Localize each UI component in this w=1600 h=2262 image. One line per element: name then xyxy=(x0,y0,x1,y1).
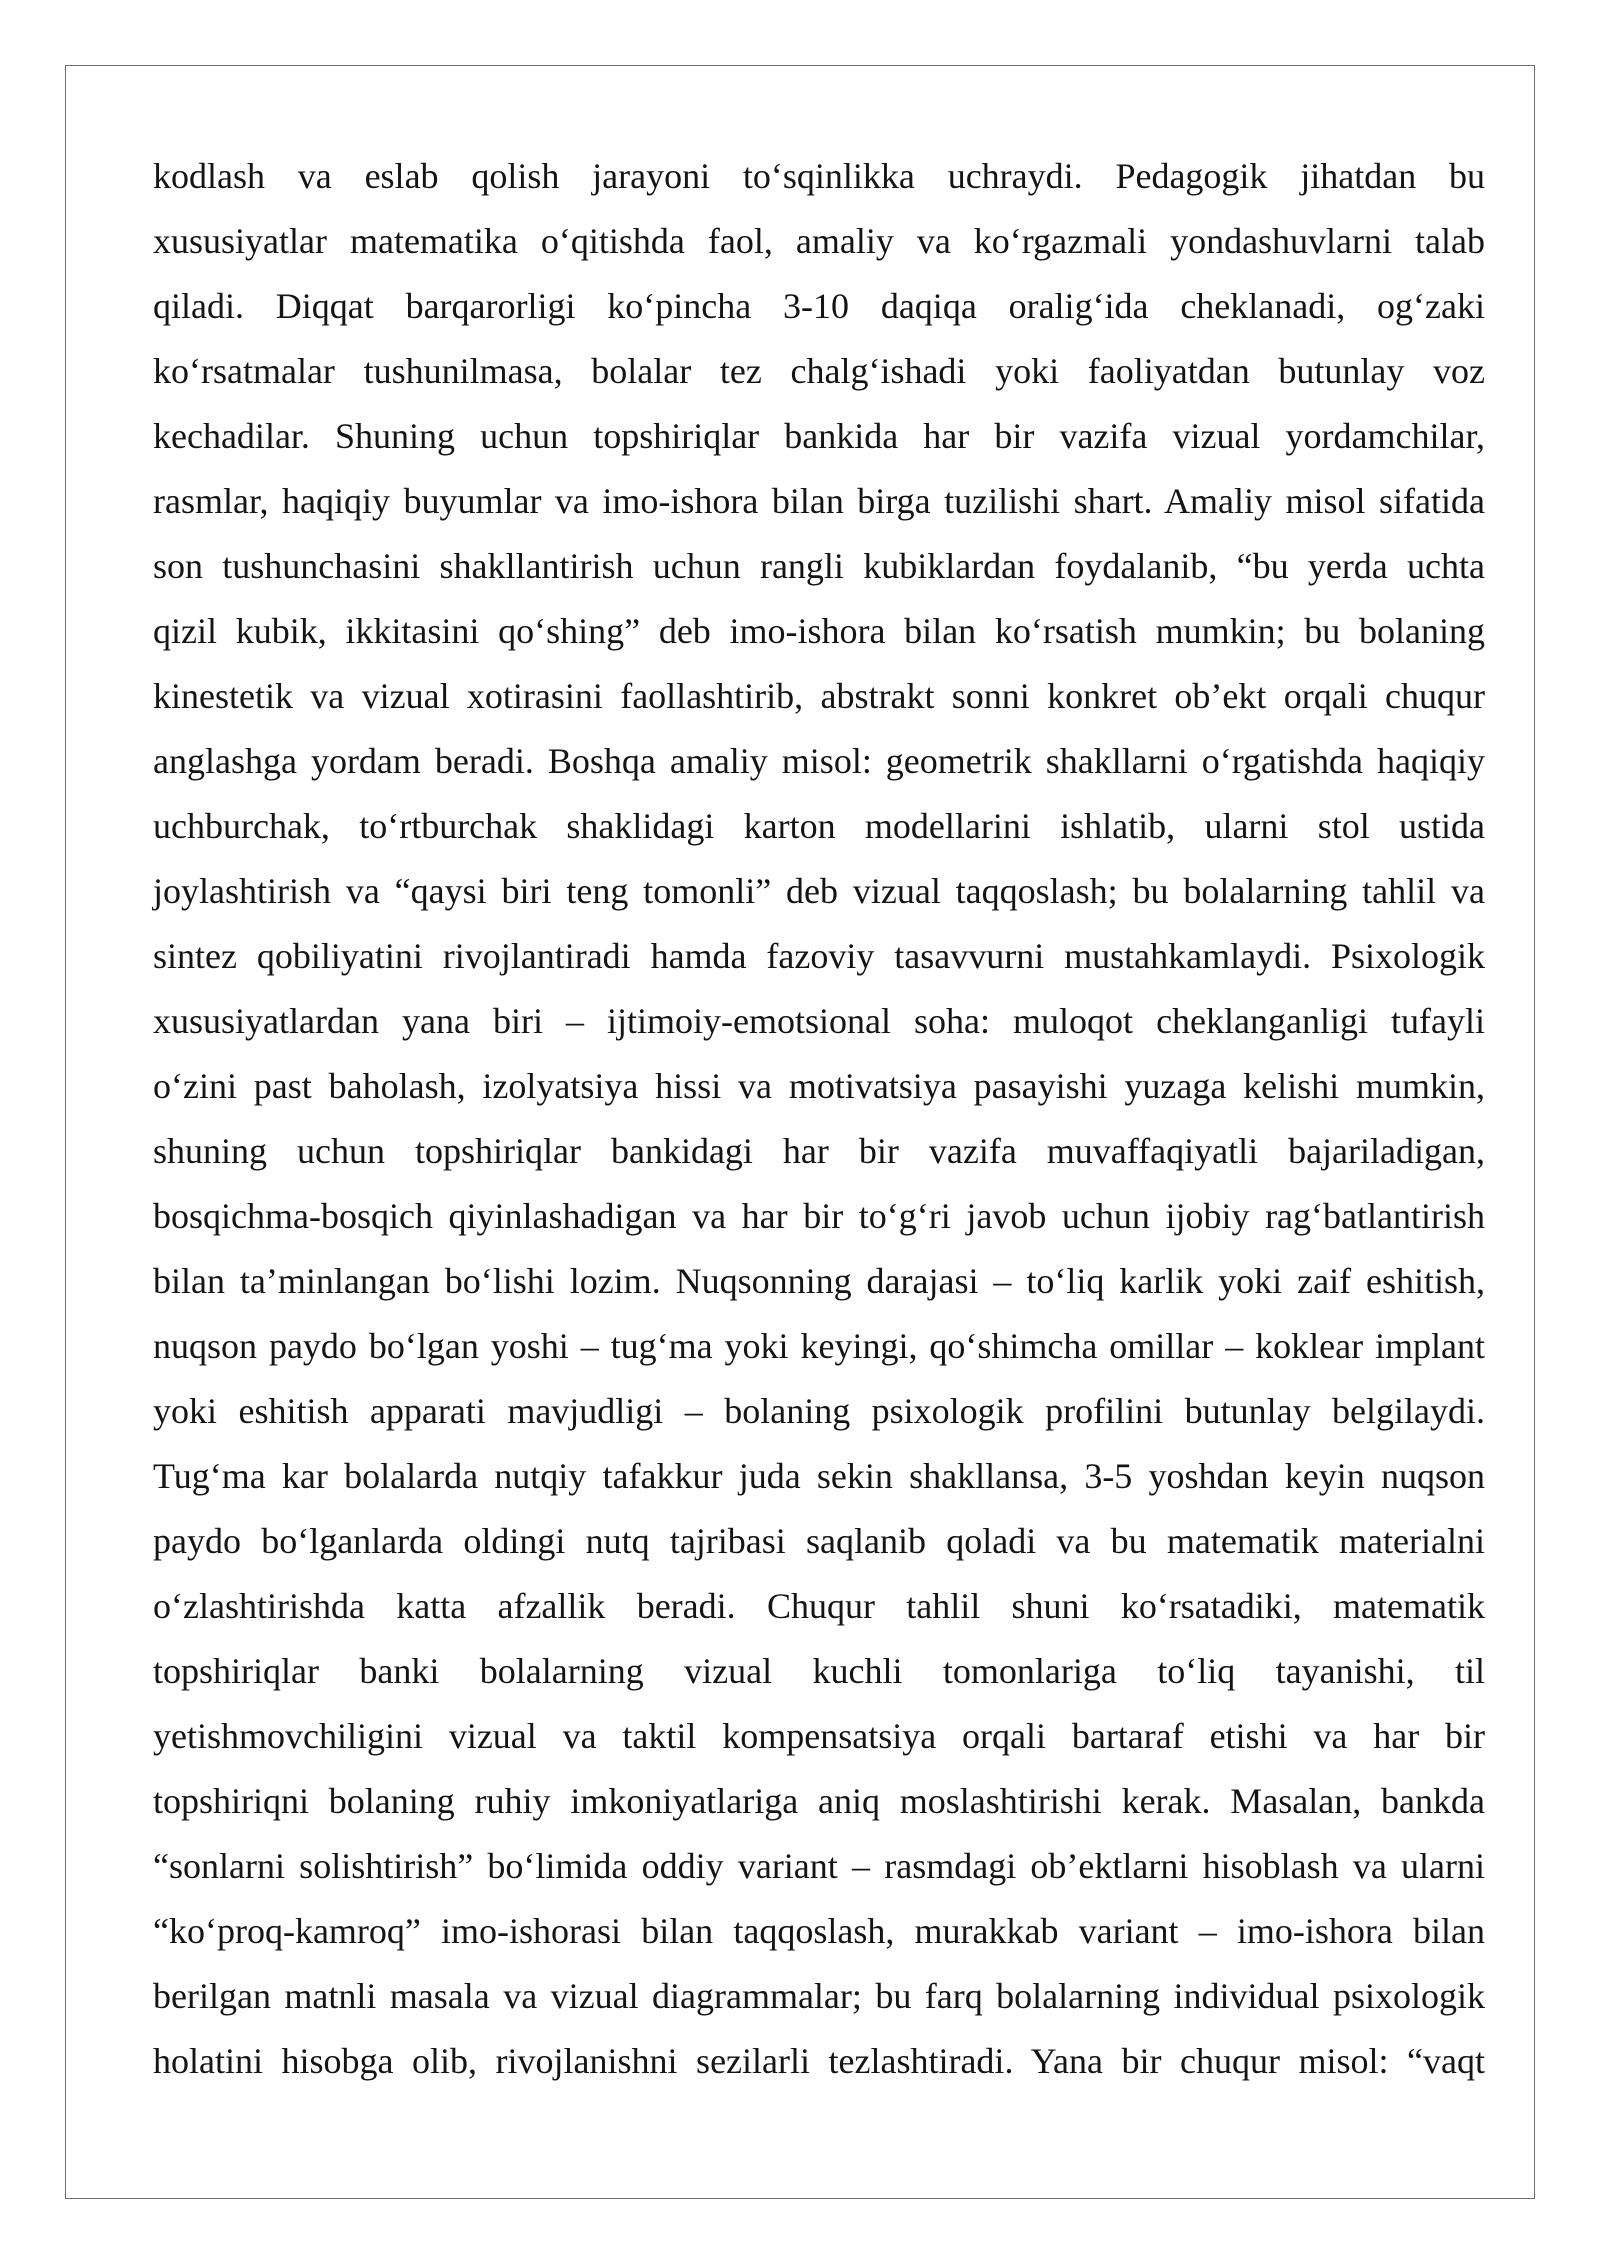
text-line: topshiriqni bolaning ruhiy imkoniyatlariga aniq moslashtirishi kerak. Masalan, bankda xyxy=(153,1781,1485,1821)
text-line: o‘zlashtirishda katta afzallik beradi. Chuqur tahlil shuni ko‘rsatadiki, matematik xyxy=(153,1586,1485,1626)
text-line: kechadilar. Shuning uchun topshiriqlar bankida har bir vazifa vizual yordamchilar, xyxy=(153,416,1485,456)
text-line: bosqichma-bosqich qiyinlashadigan va har bir to‘g‘ri javob uchun ijobiy rag‘batlantirish xyxy=(153,1196,1485,1236)
text-line: kinestetik va vizual xotirasini faollashtirib, abstrakt sonni konkret ob’ekt orqali chuqur xyxy=(153,676,1485,716)
text-line: ko‘rsatmalar tushunilmasa, bolalar tez chalg‘ishadi yoki faoliyatdan butunlay voz xyxy=(153,351,1485,391)
text-line: “sonlarni solishtirish” bo‘limida oddiy variant – rasmdagi ob’ektlarni hisoblash va ularni xyxy=(153,1846,1485,1886)
text-line: son tushunchasini shakllantirish uchun rangli kubiklardan foydalanib, “bu yerda uchta xyxy=(153,546,1485,586)
text-line: “ko‘proq-kamroq” imo-ishorasi bilan taqqoslash, murakkab variant – imo-ishora bilan xyxy=(153,1911,1485,1951)
text-line: paydo bo‘lganlarda oldingi nutq tajribasi saqlanib qoladi va bu matematik materialni xyxy=(153,1521,1485,1561)
body-text xyxy=(153,144,1485,2094)
text-line: xususiyatlardan yana biri – ijtimoiy-emotsional soha: muloqot cheklanganligi tufayli xyxy=(153,1001,1485,1041)
text-line: o‘zini past baholash, izolyatsiya hissi va motivatsiya pasayishi yuzaga kelishi mumkin, xyxy=(153,1066,1485,1106)
text-line: qiladi. Diqqat barqarorligi ko‘pincha 3-10 daqiqa oralig‘ida cheklanadi, og‘zaki xyxy=(153,286,1485,326)
text-line: topshiriqlar banki bolalarning vizual kuchli tomonlariga to‘liq tayanishi, til xyxy=(153,1651,1485,1691)
text-line: shuning uchun topshiriqlar bankidagi har bir vazifa muvaffaqiyatli bajariladigan, xyxy=(153,1131,1485,1171)
text-line: nuqson paydo bo‘lgan yoshi – tug‘ma yoki keyingi, qo‘shimcha omillar – koklear implant xyxy=(153,1326,1485,1366)
text-line: kodlash va eslab qolish jarayoni to‘sqinlikka uchraydi. Pedagogik jihatdan bu xyxy=(153,156,1485,196)
text-line: uchburchak, to‘rtburchak shaklidagi karton modellarini ishlatib, ularni stol ustida xyxy=(153,806,1485,846)
text-line: yetishmovchiligini vizual va taktil kompensatsiya orqali bartaraf etishi va har bir xyxy=(153,1716,1485,1756)
text-line: bilan ta’minlangan bo‘lishi lozim. Nuqsonning darajasi – to‘liq karlik yoki zaif eshitish, xyxy=(153,1261,1485,1301)
text-line: joylashtirish va “qaysi biri teng tomonli” deb vizual taqqoslash; bu bolalarning tahlil va xyxy=(153,871,1485,911)
text-line: anglashga yordam beradi. Boshqa amaliy misol: geometrik shakllarni o‘rgatishda haqiqiy xyxy=(153,741,1485,781)
text-line: yoki eshitish apparati mavjudligi – bolaning psixologik profilini butunlay belgilaydi. xyxy=(153,1391,1485,1431)
text-line: xususiyatlar matematika o‘qitishda faol, amaliy va ko‘rgazmali yondashuvlarni talab xyxy=(153,221,1485,261)
text-line: Tug‘ma kar bolalarda nutqiy tafakkur juda sekin shakllansa, 3-5 yoshdan keyin nuqson xyxy=(153,1456,1485,1496)
text-line: qizil kubik, ikkitasini qo‘shing” deb imo-ishora bilan ko‘rsatish mumkin; bu bolaning xyxy=(153,611,1485,651)
text-line: holatini hisobga olib, rivojlanishni sezilarli tezlashtiradi. Yana bir chuqur misol: “vaqt xyxy=(153,2041,1485,2081)
text-line: sintez qobiliyatini rivojlantiradi hamda fazoviy tasavvurni mustahkamlaydi. Psixologik xyxy=(153,936,1485,976)
text-line: rasmlar, haqiqiy buyumlar va imo-ishora bilan birga tuzilishi shart. Amaliy misol sifatida xyxy=(153,481,1485,521)
text-line: berilgan matnli masala va vizual diagrammalar; bu farq bolalarning individual psixologik xyxy=(153,1976,1485,2016)
